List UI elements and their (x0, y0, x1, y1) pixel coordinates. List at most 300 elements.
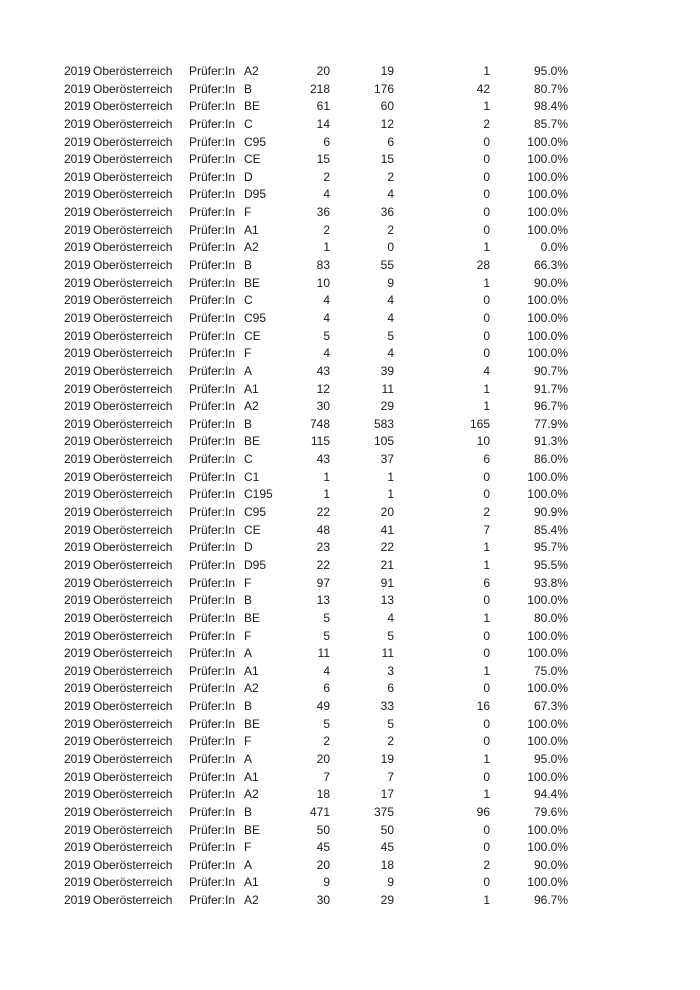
cell-license-class: BE (244, 610, 261, 625)
cell-license-class: C1 (244, 469, 260, 484)
cell-total: 4 (323, 310, 330, 325)
cell-role: Prüfer:In (189, 452, 236, 467)
cell-pass-rate: 80.7% (533, 81, 568, 96)
cell-state: Oberösterreich (93, 557, 173, 572)
cell-passed: 5 (387, 328, 394, 343)
cell-pass-rate: 85.7% (533, 116, 568, 131)
cell-passed: 11 (381, 381, 394, 396)
cell-state: Oberösterreich (93, 416, 173, 431)
cell-failed: 10 (476, 434, 490, 449)
cell-license-class: B (244, 593, 253, 608)
cell-passed: 9 (387, 875, 394, 890)
cell-year: 2019 (64, 681, 91, 696)
cell-year: 2019 (64, 628, 91, 643)
cell-passed: 50 (380, 822, 394, 837)
cell-failed: 0 (483, 310, 490, 325)
cell-passed: 6 (387, 134, 394, 149)
cell-failed: 42 (476, 81, 490, 96)
cell-state: Oberösterreich (93, 593, 173, 608)
table-row (0, 398, 700, 416)
cell-role: Prüfer:In (189, 293, 236, 308)
cell-failed: 2 (483, 857, 490, 872)
cell-total: 4 (323, 293, 330, 308)
cell-state: Oberösterreich (93, 575, 173, 590)
cell-state: Oberösterreich (93, 328, 173, 343)
table-row (0, 239, 700, 257)
cell-year: 2019 (64, 575, 91, 590)
cell-pass-rate: 79.6% (533, 804, 568, 819)
cell-role: Prüfer:In (189, 857, 236, 872)
cell-role: Prüfer:In (189, 205, 236, 220)
cell-failed: 0 (483, 152, 490, 167)
cell-role: Prüfer:In (189, 275, 236, 290)
cell-passed: 13 (380, 593, 394, 608)
cell-year: 2019 (64, 769, 91, 784)
cell-total: 13 (316, 593, 330, 608)
cell-role: Prüfer:In (189, 787, 236, 802)
cell-total: 2 (323, 734, 330, 749)
cell-role: Prüfer:In (189, 540, 236, 555)
cell-state: Oberösterreich (93, 734, 173, 749)
cell-failed: 1 (483, 787, 490, 802)
cell-total: 30 (316, 893, 330, 908)
cell-role: Prüfer:In (189, 557, 236, 572)
cell-total: 6 (323, 681, 330, 696)
cell-role: Prüfer:In (189, 822, 236, 837)
cell-role: Prüfer:In (189, 505, 236, 520)
cell-license-class: B (244, 804, 253, 819)
cell-year: 2019 (64, 399, 91, 414)
table-row (0, 363, 700, 381)
cell-total: 48 (316, 522, 330, 537)
table-row (0, 522, 700, 540)
table-row (0, 151, 700, 169)
cell-pass-rate: 80.0% (533, 610, 568, 625)
table-row (0, 328, 700, 346)
cell-failed: 0 (483, 646, 490, 661)
table-row (0, 663, 700, 681)
cell-passed: 3 (387, 663, 394, 678)
cell-year: 2019 (64, 663, 91, 678)
cell-passed: 29 (380, 893, 394, 908)
cell-total: 20 (316, 64, 330, 78)
cell-role: Prüfer:In (189, 328, 236, 343)
cell-total: 14 (316, 116, 330, 131)
cell-year: 2019 (64, 893, 91, 908)
cell-license-class: A2 (244, 681, 259, 696)
cell-passed: 6 (387, 681, 394, 696)
table-row (0, 63, 700, 81)
cell-state: Oberösterreich (93, 822, 173, 837)
cell-state: Oberösterreich (93, 646, 173, 661)
cell-role: Prüfer:In (189, 769, 236, 784)
cell-failed: 0 (483, 222, 490, 237)
cell-state: Oberösterreich (93, 363, 173, 378)
cell-total: 7 (323, 769, 330, 784)
table-row (0, 81, 700, 99)
cell-pass-rate: 91.3% (533, 434, 568, 449)
cell-total: 1 (323, 469, 330, 484)
cell-license-class: A (244, 751, 253, 766)
cell-license-class: A1 (244, 875, 259, 890)
cell-passed: 5 (387, 716, 394, 731)
cell-failed: 4 (483, 363, 490, 378)
cell-role: Prüfer:In (189, 751, 236, 766)
table-row (0, 839, 700, 857)
cell-license-class: BE (244, 434, 261, 449)
cell-license-class: B (244, 699, 253, 714)
cell-failed: 0 (483, 346, 490, 361)
table-row (0, 134, 700, 152)
cell-state: Oberösterreich (93, 804, 173, 819)
cell-state: Oberösterreich (93, 681, 173, 696)
cell-failed: 6 (483, 575, 490, 590)
table-row (0, 557, 700, 575)
cell-passed: 17 (380, 787, 394, 802)
cell-passed: 18 (380, 857, 394, 872)
cell-year: 2019 (64, 310, 91, 325)
table-row (0, 857, 700, 875)
cell-failed: 0 (483, 840, 490, 855)
cell-license-class: D (244, 169, 253, 184)
cell-passed: 176 (373, 81, 394, 96)
cell-state: Oberösterreich (93, 399, 173, 414)
cell-role: Prüfer:In (189, 646, 236, 661)
cell-passed: 19 (380, 751, 394, 766)
cell-role: Prüfer:In (189, 893, 236, 908)
table-row (0, 592, 700, 610)
table-row (0, 310, 700, 328)
table-row (0, 451, 700, 469)
table-row (0, 98, 700, 116)
cell-license-class: D95 (244, 187, 267, 202)
cell-total: 5 (323, 610, 330, 625)
cell-pass-rate: 100.0% (527, 716, 568, 731)
cell-passed: 1 (387, 487, 394, 502)
cell-license-class: C (244, 116, 253, 131)
table-row (0, 733, 700, 751)
cell-pass-rate: 100.0% (527, 310, 568, 325)
cell-passed: 0 (387, 240, 394, 255)
cell-total: 18 (316, 787, 330, 802)
cell-state: Oberösterreich (93, 875, 173, 890)
cell-year: 2019 (64, 99, 91, 114)
cell-role: Prüfer:In (189, 169, 236, 184)
cell-year: 2019 (64, 699, 91, 714)
cell-total: 1 (323, 240, 330, 255)
cell-year: 2019 (64, 804, 91, 819)
table-row (0, 874, 700, 892)
cell-passed: 583 (373, 416, 394, 431)
table-row (0, 804, 700, 822)
cell-passed: 4 (387, 610, 394, 625)
cell-pass-rate: 100.0% (527, 628, 568, 643)
cell-total: 43 (316, 452, 330, 467)
cell-total: 4 (323, 663, 330, 678)
cell-failed: 1 (483, 275, 490, 290)
cell-passed: 22 (380, 540, 394, 555)
cell-pass-rate: 100.0% (527, 469, 568, 484)
cell-pass-rate: 100.0% (527, 328, 568, 343)
table-row (0, 575, 700, 593)
cell-state: Oberösterreich (93, 187, 173, 202)
table-row (0, 222, 700, 240)
cell-pass-rate: 98.4% (533, 99, 568, 114)
cell-total: 83 (316, 258, 330, 273)
cell-role: Prüfer:In (189, 575, 236, 590)
cell-license-class: BE (244, 822, 261, 837)
cell-license-class: A2 (244, 64, 259, 78)
cell-role: Prüfer:In (189, 310, 236, 325)
cell-role: Prüfer:In (189, 99, 236, 114)
cell-year: 2019 (64, 434, 91, 449)
cell-state: Oberösterreich (93, 275, 173, 290)
cell-pass-rate: 90.0% (533, 857, 568, 872)
cell-failed: 0 (483, 205, 490, 220)
cell-license-class: BE (244, 716, 261, 731)
cell-year: 2019 (64, 716, 91, 731)
cell-total: 9 (323, 875, 330, 890)
cell-failed: 7 (483, 522, 490, 537)
cell-license-class: F (244, 346, 252, 361)
table-row (0, 204, 700, 222)
cell-role: Prüfer:In (189, 187, 236, 202)
cell-total: 22 (316, 505, 330, 520)
cell-pass-rate: 90.9% (533, 505, 568, 520)
cell-state: Oberösterreich (93, 893, 173, 908)
cell-total: 748 (309, 416, 330, 431)
table-row (0, 610, 700, 628)
cell-failed: 1 (483, 381, 490, 396)
cell-year: 2019 (64, 540, 91, 555)
cell-failed: 1 (483, 893, 490, 908)
cell-state: Oberösterreich (93, 381, 173, 396)
cell-passed: 11 (381, 646, 394, 661)
cell-pass-rate: 100.0% (527, 152, 568, 167)
cell-total: 6 (323, 134, 330, 149)
cell-year: 2019 (64, 822, 91, 837)
cell-license-class: A (244, 646, 253, 661)
cell-pass-rate: 95.0% (533, 751, 568, 766)
cell-failed: 1 (483, 240, 490, 255)
cell-pass-rate: 91.7% (533, 381, 568, 396)
table-row (0, 822, 700, 840)
cell-role: Prüfer:In (189, 522, 236, 537)
cell-failed: 16 (476, 699, 490, 714)
cell-year: 2019 (64, 363, 91, 378)
cell-pass-rate: 100.0% (527, 681, 568, 696)
table-row (0, 381, 700, 399)
cell-passed: 4 (387, 310, 394, 325)
cell-failed: 1 (483, 751, 490, 766)
cell-pass-rate: 100.0% (527, 769, 568, 784)
cell-total: 218 (309, 81, 330, 96)
cell-state: Oberösterreich (93, 99, 173, 114)
cell-role: Prüfer:In (189, 416, 236, 431)
cell-year: 2019 (64, 646, 91, 661)
cell-failed: 0 (483, 328, 490, 343)
table-row (0, 628, 700, 646)
cell-year: 2019 (64, 452, 91, 467)
table-row (0, 486, 700, 504)
cell-year: 2019 (64, 275, 91, 290)
cell-year: 2019 (64, 381, 91, 396)
cell-role: Prüfer:In (189, 116, 236, 131)
cell-state: Oberösterreich (93, 540, 173, 555)
table-row (0, 116, 700, 134)
cell-passed: 7 (387, 769, 394, 784)
cell-year: 2019 (64, 857, 91, 872)
cell-passed: 55 (380, 258, 394, 273)
cell-pass-rate: 90.7% (533, 363, 568, 378)
cell-year: 2019 (64, 293, 91, 308)
cell-state: Oberösterreich (93, 769, 173, 784)
cell-license-class: A (244, 363, 253, 378)
cell-passed: 19 (380, 64, 394, 78)
cell-year: 2019 (64, 152, 91, 167)
cell-passed: 375 (373, 804, 394, 819)
cell-pass-rate: 100.0% (527, 134, 568, 149)
cell-pass-rate: 95.5% (533, 557, 568, 572)
cell-pass-rate: 100.0% (527, 875, 568, 890)
cell-total: 4 (323, 187, 330, 202)
cell-passed: 2 (387, 222, 394, 237)
cell-pass-rate: 96.7% (533, 893, 568, 908)
cell-role: Prüfer:In (189, 487, 236, 502)
cell-year: 2019 (64, 81, 91, 96)
cell-state: Oberösterreich (93, 628, 173, 643)
cell-state: Oberösterreich (93, 716, 173, 731)
cell-role: Prüfer:In (189, 593, 236, 608)
cell-total: 471 (309, 804, 330, 819)
cell-passed: 5 (387, 628, 394, 643)
cell-passed: 1 (387, 469, 394, 484)
cell-pass-rate: 100.0% (527, 205, 568, 220)
cell-failed: 0 (483, 469, 490, 484)
cell-role: Prüfer:In (189, 610, 236, 625)
cell-total: 5 (323, 328, 330, 343)
cell-year: 2019 (64, 187, 91, 202)
table-row (0, 892, 700, 910)
cell-state: Oberösterreich (93, 857, 173, 872)
cell-state: Oberösterreich (93, 64, 173, 78)
cell-role: Prüfer:In (189, 734, 236, 749)
cell-license-class: C (244, 452, 253, 467)
cell-license-class: F (244, 205, 252, 220)
cell-pass-rate: 100.0% (527, 169, 568, 184)
cell-total: 61 (316, 99, 330, 114)
cell-pass-rate: 66.3% (533, 258, 568, 273)
table-row (0, 769, 700, 787)
cell-pass-rate: 77.9% (533, 416, 568, 431)
cell-total: 115 (310, 434, 330, 449)
cell-role: Prüfer:In (189, 716, 236, 731)
cell-role: Prüfer:In (189, 64, 236, 78)
cell-state: Oberösterreich (93, 469, 173, 484)
cell-failed: 0 (483, 822, 490, 837)
table-row (0, 186, 700, 204)
cell-state: Oberösterreich (93, 434, 173, 449)
cell-year: 2019 (64, 751, 91, 766)
cell-passed: 21 (380, 557, 394, 572)
cell-pass-rate: 100.0% (527, 840, 568, 855)
cell-passed: 2 (387, 734, 394, 749)
cell-pass-rate: 67.3% (533, 699, 568, 714)
cell-passed: 37 (380, 452, 394, 467)
cell-passed: 4 (387, 293, 394, 308)
cell-license-class: CE (244, 522, 261, 537)
table-row (0, 716, 700, 734)
cell-license-class: A2 (244, 893, 259, 908)
cell-pass-rate: 100.0% (527, 293, 568, 308)
cell-year: 2019 (64, 240, 91, 255)
cell-pass-rate: 93.8% (533, 575, 568, 590)
cell-role: Prüfer:In (189, 804, 236, 819)
cell-total: 2 (323, 222, 330, 237)
cell-state: Oberösterreich (93, 787, 173, 802)
cell-passed: 91 (380, 575, 394, 590)
cell-license-class: A1 (244, 381, 259, 396)
cell-year: 2019 (64, 258, 91, 273)
cell-year: 2019 (64, 787, 91, 802)
table-row (0, 645, 700, 663)
cell-failed: 1 (483, 540, 490, 555)
cell-state: Oberösterreich (93, 522, 173, 537)
cell-failed: 0 (483, 487, 490, 502)
cell-passed: 29 (380, 399, 394, 414)
cell-failed: 2 (483, 505, 490, 520)
cell-year: 2019 (64, 346, 91, 361)
cell-pass-rate: 90.0% (533, 275, 568, 290)
cell-state: Oberösterreich (93, 258, 173, 273)
cell-total: 5 (323, 716, 330, 731)
cell-year: 2019 (64, 734, 91, 749)
table-row (0, 275, 700, 293)
cell-state: Oberösterreich (93, 81, 173, 96)
cell-year: 2019 (64, 169, 91, 184)
cell-role: Prüfer:In (189, 258, 236, 273)
cell-state: Oberösterreich (93, 152, 173, 167)
cell-license-class: A1 (244, 663, 259, 678)
cell-failed: 1 (483, 64, 490, 78)
cell-failed: 0 (483, 593, 490, 608)
table-row (0, 169, 700, 187)
cell-total: 1 (323, 487, 330, 502)
cell-total: 45 (316, 840, 330, 855)
cell-pass-rate: 75.0% (533, 663, 568, 678)
cell-license-class: B (244, 81, 253, 96)
cell-total: 15 (316, 152, 330, 167)
cell-pass-rate: 100.0% (527, 593, 568, 608)
cell-total: 23 (316, 540, 330, 555)
cell-passed: 41 (380, 522, 394, 537)
cell-total: 30 (316, 399, 330, 414)
cell-pass-rate: 100.0% (527, 346, 568, 361)
cell-license-class: A2 (244, 240, 259, 255)
cell-role: Prüfer:In (189, 81, 236, 96)
cell-state: Oberösterreich (93, 116, 173, 131)
cell-license-class: F (244, 628, 252, 643)
cell-failed: 2 (483, 116, 490, 131)
table-row (0, 469, 700, 487)
cell-failed: 0 (483, 293, 490, 308)
table-row (0, 257, 700, 275)
cell-year: 2019 (64, 875, 91, 890)
cell-role: Prüfer:In (189, 469, 236, 484)
cell-role: Prüfer:In (189, 875, 236, 890)
cell-license-class: BE (244, 275, 261, 290)
cell-state: Oberösterreich (93, 840, 173, 855)
